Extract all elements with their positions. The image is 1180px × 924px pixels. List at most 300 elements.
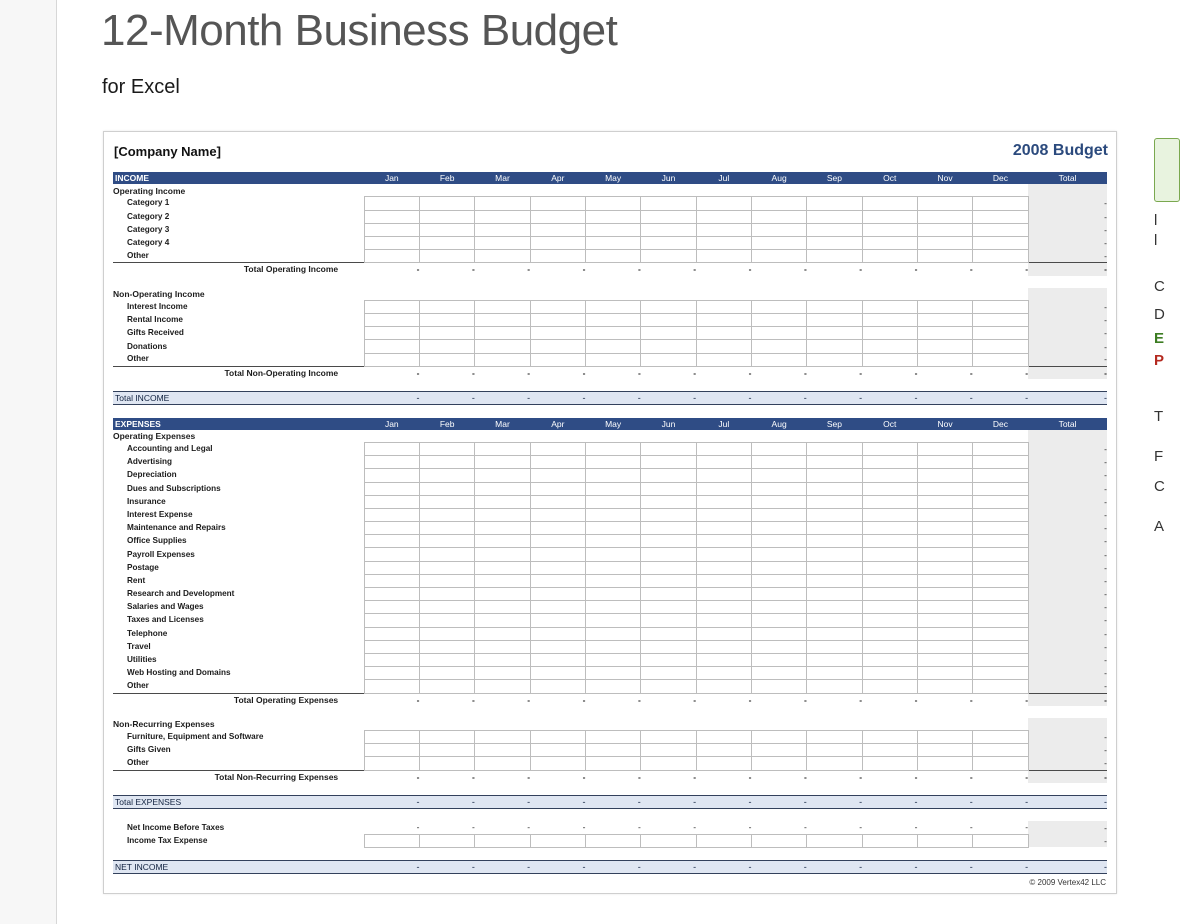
- cell-month[interactable]: -: [862, 366, 917, 379]
- cell-month[interactable]: [807, 640, 862, 653]
- cell-month[interactable]: [751, 482, 806, 495]
- cell-month[interactable]: [641, 757, 696, 770]
- cell-month[interactable]: [807, 223, 862, 236]
- cell-month[interactable]: [364, 731, 419, 744]
- cell-month[interactable]: [807, 442, 862, 455]
- cell-month[interactable]: [807, 834, 862, 847]
- cell-month[interactable]: [475, 495, 530, 508]
- cell-month[interactable]: [475, 508, 530, 521]
- cell-month[interactable]: [807, 548, 862, 561]
- cell-month[interactable]: [973, 627, 1028, 640]
- cell-month[interactable]: [419, 718, 474, 731]
- cell-month[interactable]: [475, 469, 530, 482]
- cell-month[interactable]: [917, 236, 972, 249]
- cell-month[interactable]: [807, 300, 862, 313]
- cell-month[interactable]: [641, 667, 696, 680]
- cell-month[interactable]: [917, 522, 972, 535]
- cell-month[interactable]: [917, 601, 972, 614]
- cell-month[interactable]: [475, 197, 530, 210]
- cell-month[interactable]: [419, 482, 474, 495]
- cell-month[interactable]: [973, 561, 1028, 574]
- cell-month[interactable]: [419, 469, 474, 482]
- cell-month[interactable]: -: [917, 796, 972, 809]
- cell-month[interactable]: [696, 640, 751, 653]
- cell-month[interactable]: [862, 314, 917, 327]
- cell-month[interactable]: [973, 353, 1028, 366]
- cell-month[interactable]: [641, 456, 696, 469]
- cell-month[interactable]: [419, 353, 474, 366]
- cell-month[interactable]: [973, 508, 1028, 521]
- cell-month[interactable]: [807, 561, 862, 574]
- cell-month[interactable]: [530, 456, 585, 469]
- table-row[interactable]: [113, 300, 1107, 313]
- cell-month[interactable]: [585, 456, 640, 469]
- cell-month[interactable]: [973, 327, 1028, 340]
- cell-month[interactable]: [585, 250, 640, 263]
- cell-month[interactable]: [807, 757, 862, 770]
- cell-month[interactable]: [917, 757, 972, 770]
- cell-month[interactable]: -: [751, 770, 806, 783]
- cell-month[interactable]: [419, 250, 474, 263]
- cell-month[interactable]: -: [641, 263, 696, 276]
- cell-month[interactable]: [807, 731, 862, 744]
- cell-month[interactable]: [917, 667, 972, 680]
- cell-month[interactable]: [807, 718, 862, 731]
- cell-month[interactable]: [585, 300, 640, 313]
- cell-month[interactable]: [641, 680, 696, 693]
- cell-month[interactable]: [641, 834, 696, 847]
- cell-month[interactable]: [696, 353, 751, 366]
- cell-month[interactable]: [973, 834, 1028, 847]
- cell-month[interactable]: [917, 588, 972, 601]
- cell-month[interactable]: [973, 250, 1028, 263]
- cell-month[interactable]: [530, 574, 585, 587]
- cell-month[interactable]: -: [475, 770, 530, 783]
- cell-month[interactable]: [862, 535, 917, 548]
- cell-month[interactable]: -: [530, 693, 585, 706]
- table-row[interactable]: [113, 731, 1107, 744]
- cell-month[interactable]: [807, 627, 862, 640]
- cell-month[interactable]: [475, 614, 530, 627]
- cell-month[interactable]: -: [475, 366, 530, 379]
- cell-month[interactable]: -: [585, 392, 640, 405]
- cell-month[interactable]: [475, 653, 530, 666]
- cell-month[interactable]: [917, 834, 972, 847]
- cell-month[interactable]: [364, 601, 419, 614]
- cell-month[interactable]: [364, 236, 419, 249]
- cell-month[interactable]: [364, 627, 419, 640]
- cell-month[interactable]: [364, 640, 419, 653]
- cell-month[interactable]: -: [807, 693, 862, 706]
- cell-month[interactable]: [364, 834, 419, 847]
- cell-month[interactable]: [917, 210, 972, 223]
- cell-month[interactable]: [696, 744, 751, 757]
- cell-month[interactable]: [751, 653, 806, 666]
- cell-month[interactable]: [973, 223, 1028, 236]
- cell-month[interactable]: [807, 614, 862, 627]
- cell-month[interactable]: [696, 574, 751, 587]
- cell-month[interactable]: [585, 834, 640, 847]
- cell-month[interactable]: [696, 731, 751, 744]
- cell-month[interactable]: -: [917, 366, 972, 379]
- cell-month[interactable]: -: [973, 796, 1028, 809]
- cell-month[interactable]: [807, 340, 862, 353]
- cell-month[interactable]: [751, 627, 806, 640]
- cell-month[interactable]: [751, 731, 806, 744]
- cell-month[interactable]: [475, 601, 530, 614]
- cell-month[interactable]: [751, 184, 806, 197]
- cell-month[interactable]: [696, 340, 751, 353]
- cell-month[interactable]: [917, 223, 972, 236]
- table-row[interactable]: [113, 456, 1107, 469]
- cell-month[interactable]: [364, 718, 419, 731]
- cell-month[interactable]: -: [862, 392, 917, 405]
- cell-month[interactable]: [641, 442, 696, 455]
- cell-month[interactable]: [751, 210, 806, 223]
- cell-month[interactable]: [585, 548, 640, 561]
- cell-month[interactable]: [696, 495, 751, 508]
- cell-month[interactable]: [364, 614, 419, 627]
- cell-month[interactable]: [475, 482, 530, 495]
- cell-month[interactable]: [364, 456, 419, 469]
- cell-month[interactable]: [641, 495, 696, 508]
- cell-month[interactable]: [419, 614, 474, 627]
- cell-month[interactable]: [973, 718, 1028, 731]
- cell-month[interactable]: -: [475, 693, 530, 706]
- cell-month[interactable]: [973, 757, 1028, 770]
- cell-month[interactable]: [530, 667, 585, 680]
- cell-month[interactable]: [419, 223, 474, 236]
- cell-month[interactable]: -: [364, 392, 419, 405]
- cell-month[interactable]: [585, 718, 640, 731]
- cell-month[interactable]: -: [973, 860, 1028, 873]
- cell-month[interactable]: [364, 588, 419, 601]
- cell-month[interactable]: [585, 236, 640, 249]
- cell-month[interactable]: [917, 627, 972, 640]
- cell-month[interactable]: [807, 469, 862, 482]
- cell-month[interactable]: -: [917, 392, 972, 405]
- cell-month[interactable]: [807, 495, 862, 508]
- cell-month[interactable]: [917, 469, 972, 482]
- cell-month[interactable]: [364, 495, 419, 508]
- cell-month[interactable]: [862, 834, 917, 847]
- cell-month[interactable]: [862, 731, 917, 744]
- cell-month[interactable]: [917, 718, 972, 731]
- cell-month[interactable]: -: [917, 860, 972, 873]
- cell-month[interactable]: [530, 731, 585, 744]
- cell-month[interactable]: [475, 314, 530, 327]
- cell-month[interactable]: [751, 640, 806, 653]
- cell-month[interactable]: [917, 197, 972, 210]
- cell-month[interactable]: [696, 210, 751, 223]
- cell-month[interactable]: [530, 300, 585, 313]
- cell-month[interactable]: [475, 680, 530, 693]
- cell-month[interactable]: [751, 601, 806, 614]
- cell-month[interactable]: -: [862, 796, 917, 809]
- table-row[interactable]: [113, 353, 1107, 366]
- cell-month[interactable]: [973, 184, 1028, 197]
- cell-month[interactable]: [862, 353, 917, 366]
- cell-month[interactable]: [585, 574, 640, 587]
- cell-month[interactable]: [862, 184, 917, 197]
- cell-month[interactable]: [530, 327, 585, 340]
- cell-month[interactable]: [419, 210, 474, 223]
- cell-month[interactable]: [696, 184, 751, 197]
- cell-month[interactable]: [917, 548, 972, 561]
- cell-month[interactable]: [475, 288, 530, 301]
- cell-month[interactable]: [862, 548, 917, 561]
- cell-month[interactable]: [807, 250, 862, 263]
- cell-month[interactable]: [696, 548, 751, 561]
- cell-month[interactable]: [973, 588, 1028, 601]
- cell-month[interactable]: -: [696, 770, 751, 783]
- cell-month[interactable]: [419, 757, 474, 770]
- cell-month[interactable]: [530, 236, 585, 249]
- cell-month[interactable]: [475, 340, 530, 353]
- cell-month[interactable]: [419, 184, 474, 197]
- cell-month[interactable]: [475, 210, 530, 223]
- cell-month[interactable]: [917, 430, 972, 443]
- cell-month[interactable]: [917, 653, 972, 666]
- cell-month[interactable]: [696, 430, 751, 443]
- cell-month[interactable]: [917, 495, 972, 508]
- cell-month[interactable]: [751, 327, 806, 340]
- cell-month[interactable]: -: [696, 366, 751, 379]
- cell-month[interactable]: [973, 667, 1028, 680]
- cell-month[interactable]: [641, 184, 696, 197]
- cell-month[interactable]: [862, 522, 917, 535]
- cell-month[interactable]: [917, 508, 972, 521]
- cell-month[interactable]: [751, 314, 806, 327]
- cell-month[interactable]: [530, 223, 585, 236]
- cell-month[interactable]: [917, 456, 972, 469]
- cell-month[interactable]: -: [917, 263, 972, 276]
- cell-month[interactable]: [696, 314, 751, 327]
- cell-month[interactable]: -: [641, 693, 696, 706]
- cell-month[interactable]: [807, 184, 862, 197]
- cell-month[interactable]: [862, 718, 917, 731]
- cell-month[interactable]: [585, 442, 640, 455]
- cell-month[interactable]: [530, 197, 585, 210]
- cell-month[interactable]: -: [807, 860, 862, 873]
- cell-month[interactable]: [641, 250, 696, 263]
- cell-month[interactable]: [751, 197, 806, 210]
- cell-month[interactable]: [419, 430, 474, 443]
- cell-month[interactable]: [751, 614, 806, 627]
- cell-month[interactable]: -: [641, 796, 696, 809]
- cell-month[interactable]: [364, 184, 419, 197]
- cell-month[interactable]: [751, 561, 806, 574]
- cell-month[interactable]: [530, 601, 585, 614]
- cell-month[interactable]: -: [475, 392, 530, 405]
- cell-month[interactable]: [917, 482, 972, 495]
- cell-month[interactable]: -: [751, 860, 806, 873]
- cell-month[interactable]: [862, 614, 917, 627]
- cell-month[interactable]: [475, 574, 530, 587]
- cell-month[interactable]: [475, 561, 530, 574]
- cell-month[interactable]: [641, 561, 696, 574]
- cell-month[interactable]: [419, 327, 474, 340]
- cell-month[interactable]: [364, 442, 419, 455]
- cell-month[interactable]: [973, 653, 1028, 666]
- table-row[interactable]: [113, 680, 1107, 693]
- cell-month[interactable]: [917, 340, 972, 353]
- cell-month[interactable]: -: [862, 860, 917, 873]
- cell-month[interactable]: [419, 522, 474, 535]
- cell-month[interactable]: [807, 680, 862, 693]
- cell-month[interactable]: -: [751, 366, 806, 379]
- cell-month[interactable]: [751, 430, 806, 443]
- cell-month[interactable]: [641, 744, 696, 757]
- cell-month[interactable]: -: [807, 392, 862, 405]
- cell-month[interactable]: [641, 574, 696, 587]
- cell-month[interactable]: [917, 535, 972, 548]
- company-name-field[interactable]: [Company Name]: [114, 144, 221, 159]
- cell-month[interactable]: [475, 353, 530, 366]
- cell-month[interactable]: -: [419, 770, 474, 783]
- table-row[interactable]: [113, 508, 1107, 521]
- table-row[interactable]: [113, 223, 1107, 236]
- table-row[interactable]: [113, 327, 1107, 340]
- cell-month[interactable]: [641, 731, 696, 744]
- cell-month[interactable]: [364, 667, 419, 680]
- cell-month[interactable]: [862, 508, 917, 521]
- cell-month[interactable]: [862, 210, 917, 223]
- cell-month[interactable]: [973, 314, 1028, 327]
- cell-month[interactable]: [419, 561, 474, 574]
- cell-month[interactable]: [807, 601, 862, 614]
- cell-month[interactable]: [364, 522, 419, 535]
- cell-month[interactable]: [364, 561, 419, 574]
- table-row[interactable]: [113, 834, 1107, 847]
- table-row[interactable]: [113, 469, 1107, 482]
- cell-month[interactable]: [364, 314, 419, 327]
- cell-month[interactable]: [364, 300, 419, 313]
- cell-month[interactable]: -: [973, 770, 1028, 783]
- cell-month[interactable]: [530, 640, 585, 653]
- cell-month[interactable]: [530, 535, 585, 548]
- cell-month[interactable]: [585, 744, 640, 757]
- cell-month[interactable]: [751, 522, 806, 535]
- budget-grid[interactable]: [113, 172, 1107, 874]
- cell-month[interactable]: [419, 834, 474, 847]
- cell-month[interactable]: -: [807, 796, 862, 809]
- cell-month[interactable]: [419, 314, 474, 327]
- cell-month[interactable]: [862, 588, 917, 601]
- cell-month[interactable]: -: [641, 770, 696, 783]
- cell-month[interactable]: -: [475, 860, 530, 873]
- table-row[interactable]: [113, 744, 1107, 757]
- cell-month[interactable]: [419, 574, 474, 587]
- cell-month[interactable]: [751, 223, 806, 236]
- cell-month[interactable]: [475, 430, 530, 443]
- cell-month[interactable]: [419, 495, 474, 508]
- cell-month[interactable]: [419, 588, 474, 601]
- cell-month[interactable]: [696, 627, 751, 640]
- cell-month[interactable]: [973, 680, 1028, 693]
- cell-month[interactable]: [696, 456, 751, 469]
- cell-month[interactable]: [862, 627, 917, 640]
- cell-month[interactable]: [751, 340, 806, 353]
- cell-month[interactable]: -: [973, 366, 1028, 379]
- cell-month[interactable]: [751, 300, 806, 313]
- cell-month[interactable]: [862, 288, 917, 301]
- cell-month[interactable]: [751, 495, 806, 508]
- cell-month[interactable]: [530, 250, 585, 263]
- cell-month[interactable]: [862, 574, 917, 587]
- cell-month[interactable]: [751, 548, 806, 561]
- cell-month[interactable]: [751, 288, 806, 301]
- cell-month[interactable]: [641, 223, 696, 236]
- cell-month[interactable]: [641, 627, 696, 640]
- cell-month[interactable]: [641, 508, 696, 521]
- cell-month[interactable]: [585, 680, 640, 693]
- cell-month[interactable]: [530, 561, 585, 574]
- cell-month[interactable]: [585, 223, 640, 236]
- cell-month[interactable]: -: [973, 693, 1028, 706]
- cell-month[interactable]: [364, 288, 419, 301]
- cell-month[interactable]: [696, 288, 751, 301]
- table-row[interactable]: [113, 442, 1107, 455]
- cell-month[interactable]: [973, 574, 1028, 587]
- table-row[interactable]: [113, 250, 1107, 263]
- table-row[interactable]: [113, 548, 1107, 561]
- cell-month[interactable]: [530, 548, 585, 561]
- cell-month[interactable]: [585, 288, 640, 301]
- cell-month[interactable]: [696, 522, 751, 535]
- cell-month[interactable]: -: [530, 770, 585, 783]
- cell-month[interactable]: [641, 718, 696, 731]
- cell-month[interactable]: [364, 574, 419, 587]
- cell-month[interactable]: [530, 744, 585, 757]
- cell-month[interactable]: [475, 184, 530, 197]
- cell-month[interactable]: [419, 456, 474, 469]
- cell-month[interactable]: -: [585, 366, 640, 379]
- cell-month[interactable]: [862, 601, 917, 614]
- cell-month[interactable]: -: [807, 263, 862, 276]
- table-row[interactable]: [113, 627, 1107, 640]
- table-row[interactable]: [113, 495, 1107, 508]
- table-row[interactable]: [113, 601, 1107, 614]
- table-row[interactable]: [113, 340, 1107, 353]
- cell-month[interactable]: [751, 718, 806, 731]
- cell-month[interactable]: [641, 653, 696, 666]
- cell-month[interactable]: [419, 236, 474, 249]
- cell-month[interactable]: [862, 667, 917, 680]
- cell-month[interactable]: -: [917, 693, 972, 706]
- cell-month[interactable]: [641, 588, 696, 601]
- cell-month[interactable]: [751, 508, 806, 521]
- cell-month[interactable]: -: [973, 392, 1028, 405]
- cell-month[interactable]: [641, 353, 696, 366]
- cell-month[interactable]: [696, 680, 751, 693]
- cell-month[interactable]: [419, 680, 474, 693]
- cell-month[interactable]: -: [696, 263, 751, 276]
- cell-month[interactable]: [419, 640, 474, 653]
- cell-month[interactable]: [585, 757, 640, 770]
- cell-month[interactable]: [585, 430, 640, 443]
- cell-month[interactable]: [862, 300, 917, 313]
- cell-month[interactable]: [696, 223, 751, 236]
- cell-month[interactable]: [364, 744, 419, 757]
- cell-month[interactable]: [585, 601, 640, 614]
- cell-month[interactable]: -: [364, 263, 419, 276]
- cell-month[interactable]: [917, 353, 972, 366]
- cell-month[interactable]: [973, 640, 1028, 653]
- cell-month[interactable]: [862, 250, 917, 263]
- cell-month[interactable]: [364, 197, 419, 210]
- cell-month[interactable]: [530, 314, 585, 327]
